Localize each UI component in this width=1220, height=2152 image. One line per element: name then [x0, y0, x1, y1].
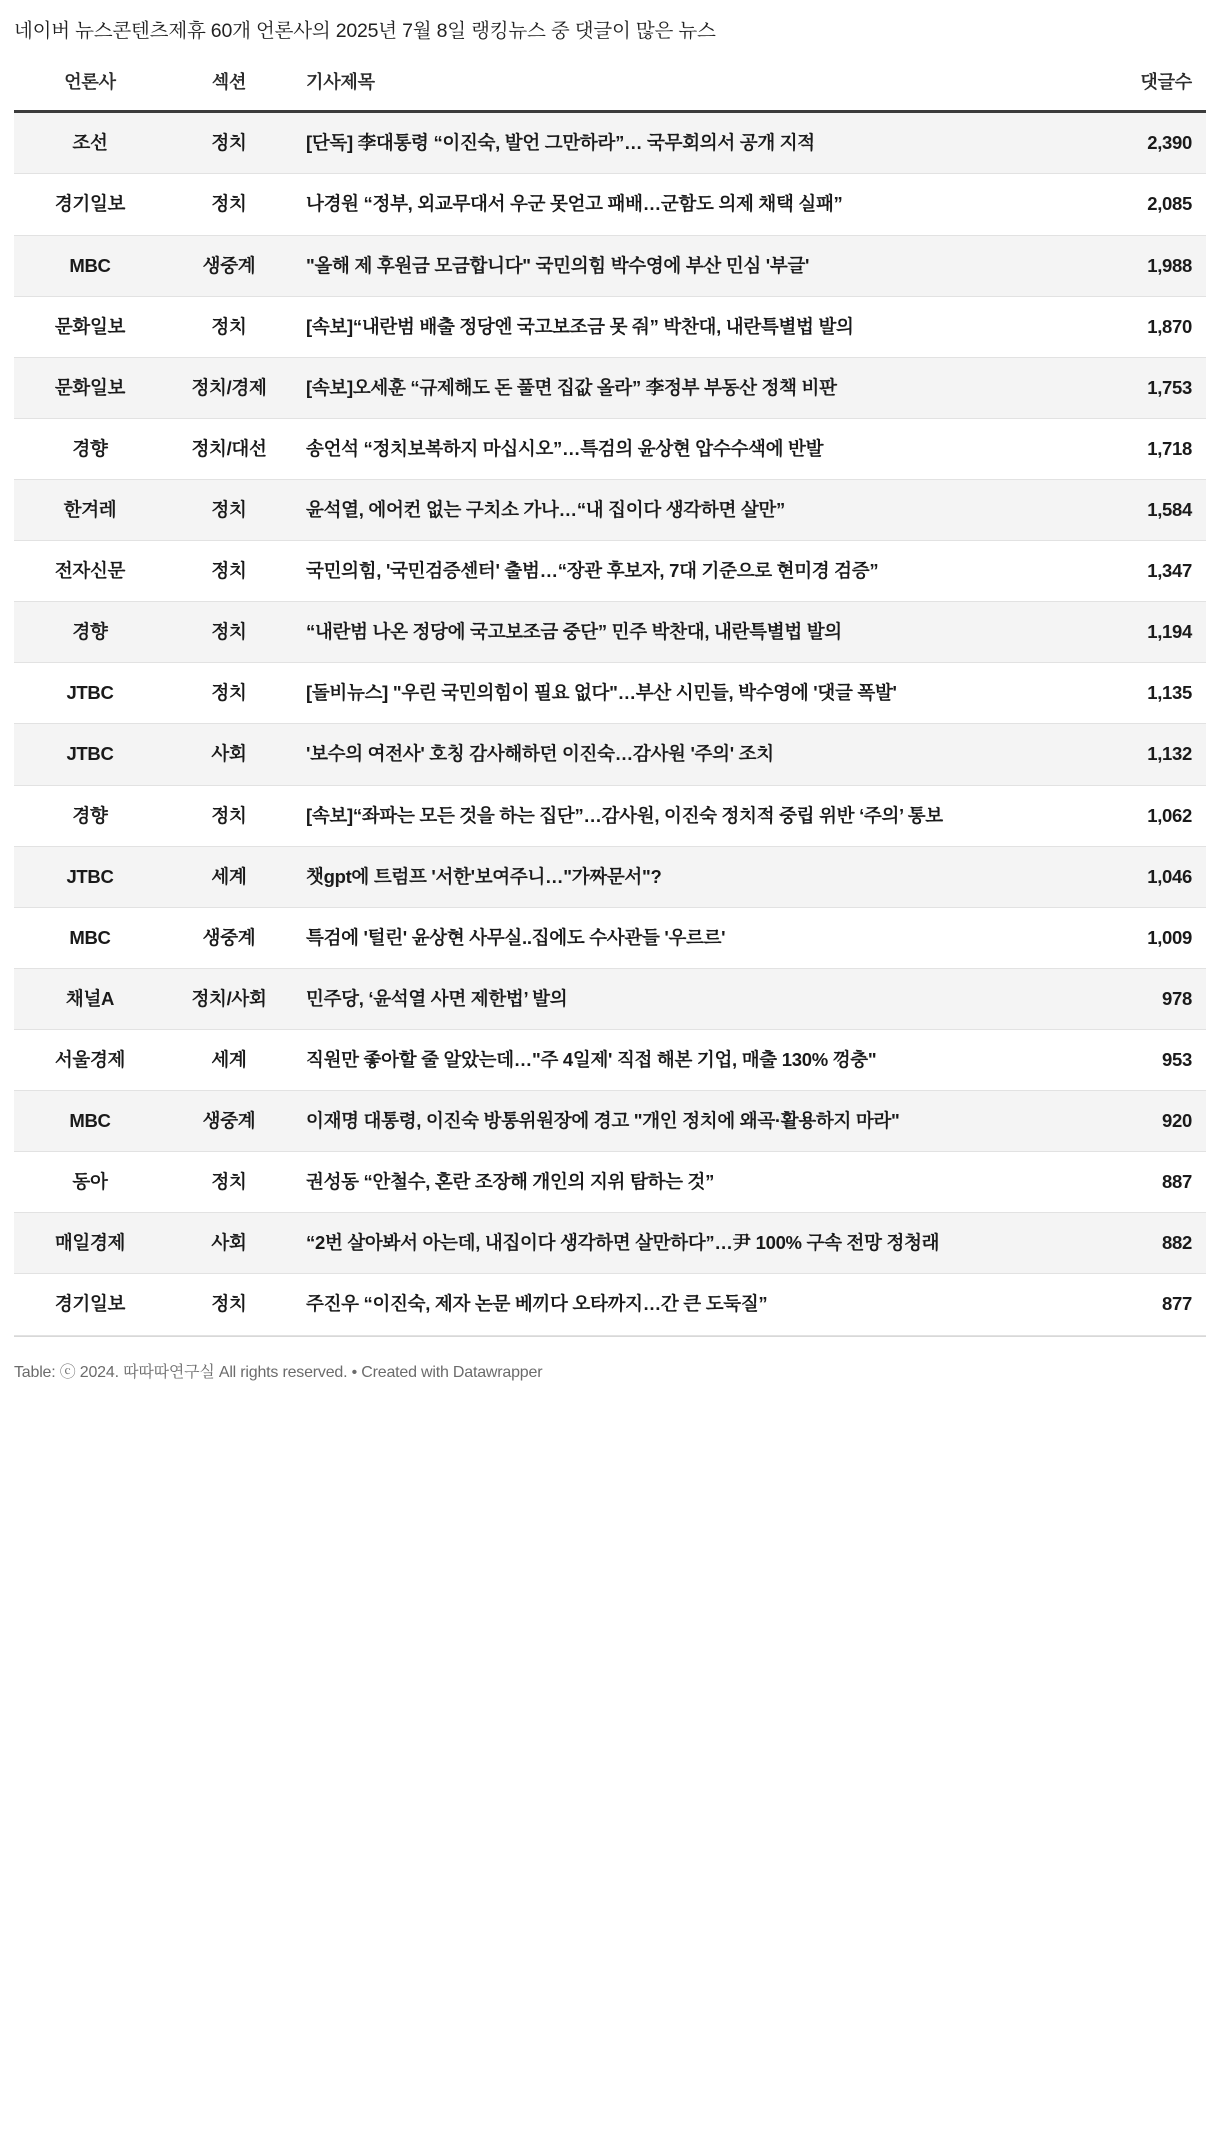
cell-comments: 1,132 [1032, 724, 1206, 785]
cell-section: 정치 [166, 296, 292, 357]
cell-headline: 직원만 좋아할 줄 알았는데…"주 4일제' 직접 해본 기업, 매출 130% 껑충" [292, 1029, 1032, 1090]
cell-section: 정치 [166, 112, 292, 174]
cell-section: 정치 [166, 1274, 292, 1335]
cell-comments: 1,135 [1032, 663, 1206, 724]
cell-comments: 1,718 [1032, 418, 1206, 479]
table-row [14, 1029, 1206, 1090]
cell-comments: 1,347 [1032, 541, 1206, 602]
cell-headline: [단독] 李대통령 “이진숙, 발언 그만하라”… 국무회의서 공개 지적 [292, 112, 1032, 174]
cell-comments: 877 [1032, 1274, 1206, 1335]
table-row [14, 1213, 1206, 1274]
table-header-row [14, 62, 1206, 112]
footer-created-with: • Created with Datawrapper [351, 1363, 543, 1381]
cell-section: 정치 [166, 1152, 292, 1213]
cell-section: 세계 [166, 1029, 292, 1090]
cell-outlet: 채널A [14, 968, 166, 1029]
table-row [14, 235, 1206, 296]
cell-comments: 953 [1032, 1029, 1206, 1090]
cell-headline: '보수의 여전사' 호칭 감사해하던 이진숙…감사원 '주의' 조치 [292, 724, 1032, 785]
table-row [14, 1274, 1206, 1335]
cell-outlet: 동아 [14, 1152, 166, 1213]
table-row [14, 174, 1206, 235]
cell-headline: [돌비뉴스] "우린 국민의힘이 필요 없다"…부산 시민들, 박수영에 '댓글 폭발' [292, 663, 1032, 724]
cell-comments: 1,584 [1032, 479, 1206, 540]
table-header [14, 62, 1206, 112]
cell-section: 사회 [166, 724, 292, 785]
table-row [14, 724, 1206, 785]
cell-section: 정치 [166, 541, 292, 602]
table-row [14, 1091, 1206, 1152]
table-row [14, 541, 1206, 602]
table-row [14, 1152, 1206, 1213]
cell-comments: 1,194 [1032, 602, 1206, 663]
footer [14, 1336, 1206, 1402]
cell-headline: 나경원 “정부, 외교무대서 우군 못얻고 패배…군함도 의제 채택 실패” [292, 174, 1032, 235]
table-row [14, 663, 1206, 724]
cell-outlet: 경기일보 [14, 174, 166, 235]
cell-comments: 1,009 [1032, 907, 1206, 968]
cell-headline: "올해 제 후원금 모금합니다" 국민의힘 박수영에 부산 민심 '부글' [292, 235, 1032, 296]
cell-headline: [속보]오세훈 “규제해도 돈 풀면 집값 올라” 李정부 부동산 정책 비판 [292, 357, 1032, 418]
cell-section: 사회 [166, 1213, 292, 1274]
table-row [14, 785, 1206, 846]
cell-section: 정치 [166, 663, 292, 724]
table-row [14, 968, 1206, 1029]
cell-section: 생중계 [166, 907, 292, 968]
cell-headline: 송언석 “정치보복하지 마십시오”…특검의 윤상현 압수수색에 반발 [292, 418, 1032, 479]
cell-outlet: 문화일보 [14, 296, 166, 357]
table-row [14, 418, 1206, 479]
column-header-outlet: 언론사 [64, 72, 116, 93]
cell-comments: 920 [1032, 1091, 1206, 1152]
cell-comments: 1,753 [1032, 357, 1206, 418]
table-body [14, 112, 1206, 1335]
table-row [14, 296, 1206, 357]
cell-outlet: MBC [14, 1091, 166, 1152]
table-row [14, 602, 1206, 663]
cell-section: 정치 [166, 785, 292, 846]
cell-outlet: 경기일보 [14, 1274, 166, 1335]
cell-headline: 챗gpt에 트럼프 '서한'보여주니…"가짜문서"? [292, 846, 1032, 907]
cell-headline: 이재명 대통령, 이진숙 방통위원장에 경고 "개인 정치에 왜곡·활용하지 마라" [292, 1091, 1032, 1152]
cell-headline: 민주당, ‘윤석열 사면 제한법’ 발의 [292, 968, 1032, 1029]
cell-comments: 882 [1032, 1213, 1206, 1274]
cell-section: 정치/사회 [166, 968, 292, 1029]
cell-headline: [속보]“내란범 배출 정당엔 국고보조금 못 줘” 박찬대, 내란특별법 발의 [292, 296, 1032, 357]
cell-comments: 2,390 [1032, 112, 1206, 174]
cell-section: 정치/대선 [166, 418, 292, 479]
cell-headline: “내란범 나온 정당에 국고보조금 중단” 민주 박찬대, 내란특별법 발의 [292, 602, 1032, 663]
table-row [14, 846, 1206, 907]
cell-outlet: 경향 [14, 418, 166, 479]
cell-comments: 2,085 [1032, 174, 1206, 235]
cell-section: 생중계 [166, 235, 292, 296]
cell-comments: 1,988 [1032, 235, 1206, 296]
table-row [14, 907, 1206, 968]
cell-comments: 1,046 [1032, 846, 1206, 907]
cell-comments: 1,870 [1032, 296, 1206, 357]
cell-section: 정치 [166, 602, 292, 663]
cell-outlet: 매일경제 [14, 1213, 166, 1274]
column-header-comments: 댓글수 [1140, 72, 1192, 93]
cell-outlet: JTBC [14, 846, 166, 907]
ranking-table [14, 62, 1206, 1335]
table-row [14, 357, 1206, 418]
column-header-headline: 기사제목 [306, 72, 375, 93]
cell-outlet: 전자신문 [14, 541, 166, 602]
cell-outlet: 조선 [14, 112, 166, 174]
footer-credit: Table: ⓒ 2024. 따따따연구실 All rights reserved. [14, 1363, 348, 1381]
table-row [14, 112, 1206, 174]
cell-section: 생중계 [166, 1091, 292, 1152]
page-title: 네이버 뉴스콘텐츠제휴 60개 언론사의 2025년 7월 8일 랭킹뉴스 중 댓글이 많은 뉴스 [14, 20, 716, 42]
cell-headline: 주진우 “이진숙, 제자 논문 베끼다 오타까지…간 큰 도둑질” [292, 1274, 1032, 1335]
cell-outlet: JTBC [14, 724, 166, 785]
column-header-section: 섹션 [211, 72, 247, 93]
cell-outlet: 경향 [14, 785, 166, 846]
cell-section: 정치 [166, 174, 292, 235]
cell-headline: [속보]“좌파는 모든 것을 하는 집단”…감사원, 이진숙 정치적 중립 위반 ‘주의’ 통보 [292, 785, 1032, 846]
cell-outlet: 경향 [14, 602, 166, 663]
table-row [14, 479, 1206, 540]
cell-headline: 권성동 “안철수, 혼란 조장해 개인의 지위 탐하는 것” [292, 1152, 1032, 1213]
cell-outlet: MBC [14, 235, 166, 296]
cell-headline: “2번 살아봐서 아는데, 내집이다 생각하면 살만하다”…尹 100% 구속 전망 정청래 [292, 1213, 1032, 1274]
cell-comments: 978 [1032, 968, 1206, 1029]
cell-section: 정치 [166, 479, 292, 540]
cell-comments: 887 [1032, 1152, 1206, 1213]
cell-outlet: 한겨레 [14, 479, 166, 540]
cell-outlet: 서울경제 [14, 1029, 166, 1090]
cell-section: 정치/경제 [166, 357, 292, 418]
cell-headline: 국민의힘, '국민검증센터' 출범…“장관 후보자, 7대 기준으로 현미경 검증” [292, 541, 1032, 602]
cell-headline: 특검에 '털린' 윤상현 사무실..집에도 수사관들 '우르르' [292, 907, 1032, 968]
cell-headline: 윤석열, 에어컨 없는 구치소 가나…“내 집이다 생각하면 살만” [292, 479, 1032, 540]
cell-outlet: 문화일보 [14, 357, 166, 418]
cell-outlet: MBC [14, 907, 166, 968]
cell-outlet: JTBC [14, 663, 166, 724]
cell-comments: 1,062 [1032, 785, 1206, 846]
cell-section: 세계 [166, 846, 292, 907]
